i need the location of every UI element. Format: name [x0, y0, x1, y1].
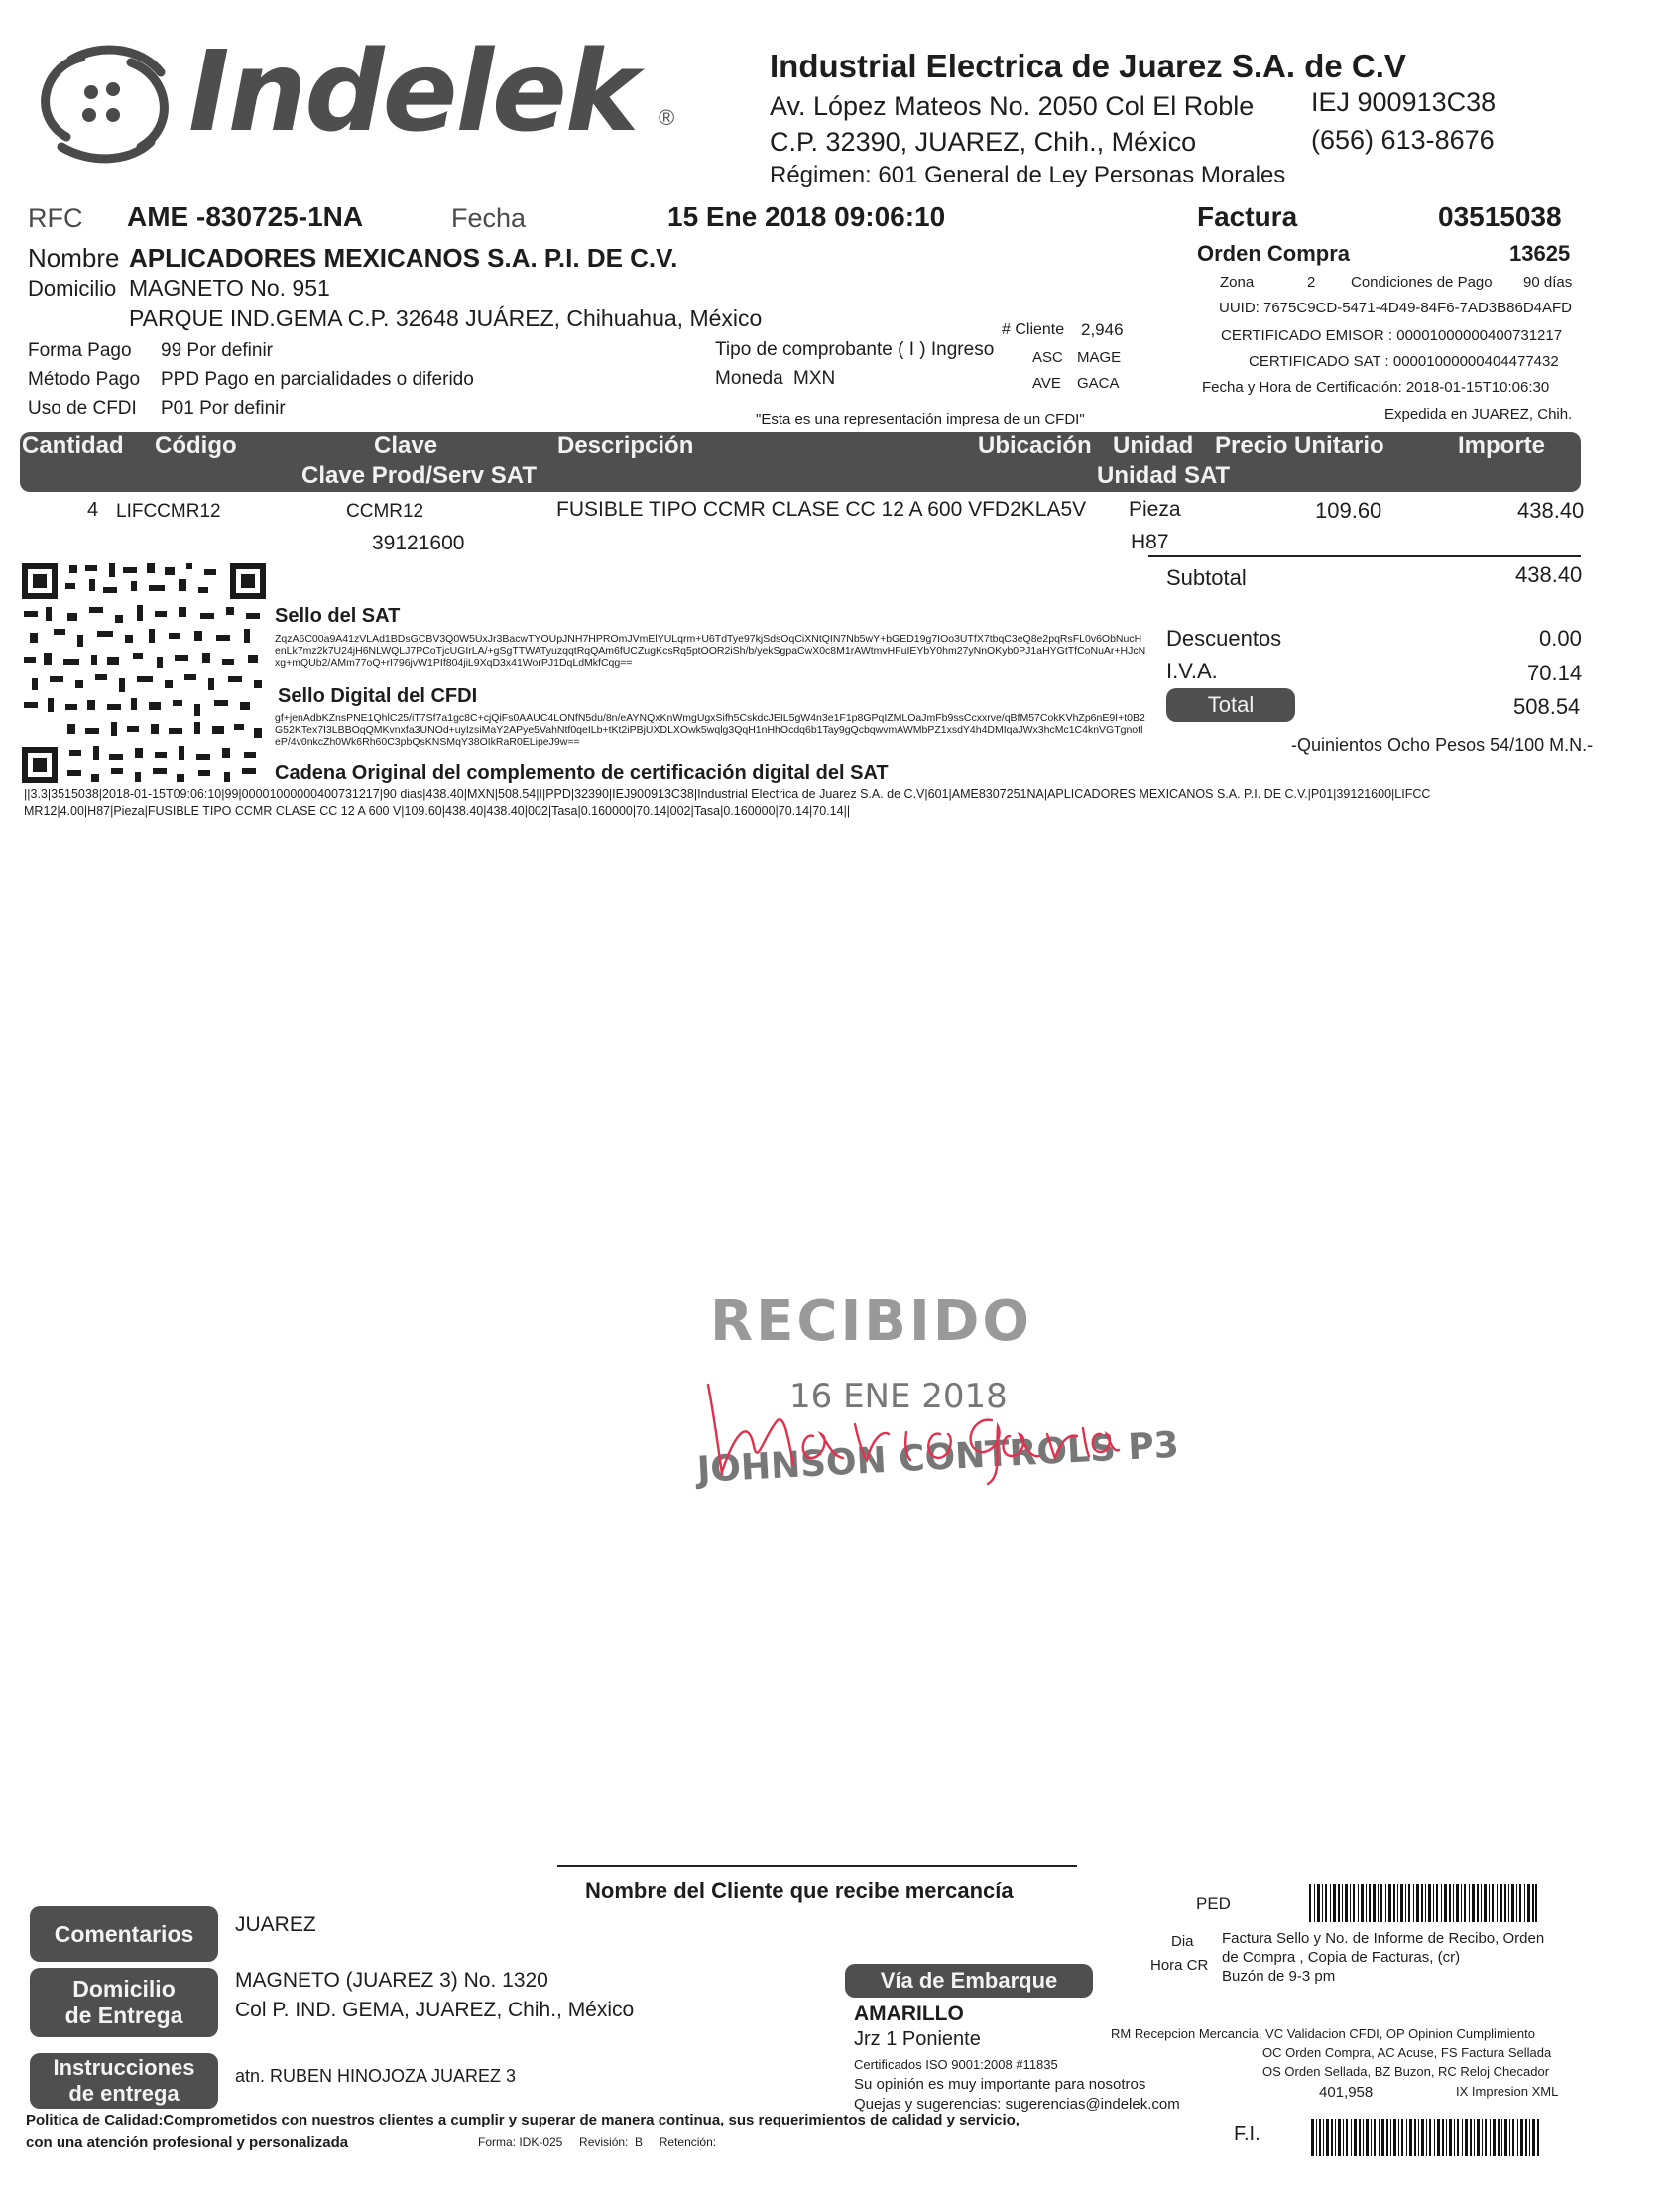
col-codigo: Código: [155, 432, 237, 459]
row-unidad-sat: H87: [1131, 531, 1169, 553]
descuentos-label: Descuentos: [1166, 626, 1282, 651]
expedida-en: Expedida en JUAREZ, Chih.: [1384, 406, 1573, 423]
metodo-pago-label: Método Pago: [28, 369, 141, 390]
moneda-label: Moneda: [715, 368, 783, 389]
condiciones-label: Condiciones de Pago: [1351, 274, 1493, 291]
col-importe: Importe: [1458, 432, 1546, 459]
col-clave-sat: Clave Prod/Serv SAT: [301, 462, 537, 489]
domicilio-entrega-label: [30, 1968, 218, 2037]
stamp-recibido: RECIBIDO: [710, 1289, 1032, 1354]
sello-cfdi: gf+jenAdbKZnsPNE1QhlC25/iT7Sf7a1gc8C+cjQiFs0AAUC4LONfN5du/8n/eAYNQxKnWmgUgxSifh5CskdcJEIL5gW4n3e1F1p8GPqIZMLOaJmFb9ssCcxxrve/qBfM57CokKVhZp6nE9I+t0B2G52KTex7I3LBBOqQMKvnxfa3UNOd+uyIzsiMaY2APye5VahNtf0qeILb+tKt2iPBjUXDLXOwk5wqlg3QqH1nHhOcdq6b1Tay9gQcbqwvmAWMbPZ1xsdY4h4DMIqaJWx3hcMc1C4knVGTgnotleP/4v0nkcZh0Wk6Rh60C3pbQsKNSMqY38OIkRaR0ELipeJ9w==: [275, 712, 1145, 748]
customer-rfc: AME -830725-1NA: [127, 201, 364, 232]
iva: 70.14: [1527, 661, 1583, 685]
uso-cfdi-label: Uso de CFDI: [28, 398, 137, 419]
cadena-label: Cadena Original del complemento de certificación digital del SAT: [275, 762, 889, 784]
cadena-original: ||3.3|3515038|2018-01-15T09:06:10|99|00001000000400731217|90 dias|438.40|MXN|508.54|I|PPD|32390|IEJ900913C38|Industrial Electrica de Juarez S.A. de C.V|601|AME8307251NA|APLICADORES MEXICANOS S.A. P.I. DE C.V.|P01|39121600|LIFCCMR12|4.00|H87|Pieza|FUSIBLE TIPO CCMR CLASE CC 12 A 600 V|109.60|438.40|438.40|002|Tasa|0.160000|70.14|002|Tasa|0.160000|70.14|70.14||: [24, 788, 1431, 818]
customer-name: APLICADORES MEXICANOS S.A. P.I. DE C.V.: [129, 243, 678, 273]
col-unidad-sat: Unidad SAT: [1097, 462, 1231, 489]
col-descripcion: Descripción: [557, 432, 694, 459]
instrucciones-entrega-label: [30, 2053, 218, 2109]
subtotal-label: Subtotal: [1166, 565, 1247, 590]
domicilio-entrega-label-line2: de Entrega: [64, 2003, 183, 2028]
qr-code-icon: [20, 561, 268, 785]
comentarios-label: Comentarios: [30, 1906, 218, 1962]
via-embarque-label: Vía de Embarque: [845, 1964, 1093, 1998]
col-clave: Clave: [374, 432, 438, 459]
fecha-label: Fecha: [451, 203, 527, 233]
certificado-sat: CERTIFICADO SAT : 00001000000404477432: [1249, 353, 1559, 370]
total-en-letra: -Quinientos Ocho Pesos 54/100 M.N.-: [1291, 735, 1594, 755]
col-ubicacion: Ubicación: [978, 432, 1092, 459]
condiciones: 90 días: [1523, 274, 1573, 291]
politica-line-2: con una atención profesional y personalizada: [26, 2134, 349, 2151]
recepcion-nota-1: Factura Sello y No. de Informe de Recibo, Orden: [1222, 1930, 1545, 1947]
fi-label: F.I.: [1234, 2124, 1260, 2145]
totals-divider: [1148, 555, 1581, 557]
company-address-2: C.P. 32390, JUAREZ, Chih., México: [770, 127, 1197, 157]
invoice-number: 03515038: [1438, 201, 1562, 232]
domicilio-entrega-label-line1: Domicilio: [72, 1976, 176, 2002]
signature-image: [694, 1377, 1121, 1486]
row-clave: CCMR12: [346, 501, 424, 522]
signature-line: [557, 1865, 1077, 1867]
politica-line-1: Comprometidos con nuestros clientes a cumplir y superar de manera continua, sus requerimientos de calidad y servicio,: [163, 2112, 1020, 2128]
forma-revision: Forma: IDK-025 Revisión: B Retención:: [478, 2135, 717, 2149]
cliente-number: 2,946: [1081, 320, 1124, 339]
logo-swirl-icon: [22, 38, 190, 167]
row-clave-sat: 39121600: [372, 532, 465, 554]
factura-label: Factura: [1197, 201, 1298, 232]
col-unidad: Unidad: [1113, 432, 1194, 459]
company-address-1: Av. López Mateos No. 2050 Col El Roble: [770, 91, 1255, 121]
row-codigo: LIFCCMR12: [116, 501, 221, 522]
opinion-note: Su opinión es muy importante para nosotros: [854, 2076, 1146, 2093]
instrucciones-label-line1: Instrucciones: [53, 2055, 195, 2080]
quejas-sugerencias: Quejas y sugerencias: sugerencias@indelek.com: [854, 2096, 1180, 2113]
company-name: Industrial Electrica de Juarez S.A. de C.V: [770, 48, 1406, 84]
fecha-certificacion: Fecha y Hora de Certificación: 2018-01-15T10:06:30: [1202, 379, 1550, 396]
legend-line-3: OS Orden Sellada, BZ Buzon, RC Reloj Checador: [1262, 2064, 1550, 2079]
domicilio-entrega-1: MAGNETO (JUAREZ 3) No. 1320: [235, 1969, 548, 1992]
dia-label: Dia: [1171, 1933, 1194, 1950]
sello-sat: ZqzA6C00a9A41zVLAd1BDsGCBV3Q0W5UxJr3BacwTYOUpJNH7HPROmJVmElYULqrm+U6TdTye97kjSdsOqCiXNtQIN7Nb5wY+bGED19g7IOo3UTfX7tbqC3eQ8e2pqRsFL0v6ObNucHenLk7mz2k7U24jH6NLWQLJ7PCoTjcUGIrLA/+gSgTTWATyuzqqtRqQAm6fUCZugKcsRq5ptOOR2iSh/b/yekSgpaCwX0c8M1rAWtmvHFuIEYbY0hm27yNnOKyb0PJ1aHYGtTfCoNuAr+HJcNxg+mQUb2/AMm77oQ+rI796jvW1PIf804jiL9XqD3x41WorPJ1DqLdMkfCqg==: [275, 633, 1146, 668]
politica-calidad: [26, 2112, 1020, 2128]
logo-registered-mark: ®: [659, 105, 675, 130]
nombre-label: Nombre: [28, 243, 120, 273]
uso-cfdi: P01 Por definir: [161, 398, 286, 419]
domicilio-entrega-2: Col P. IND. GEMA, JUAREZ, Chih., México: [235, 1999, 635, 2021]
iso-certificados: Certificados ISO 9001:2008 #11835: [854, 2057, 1058, 2072]
hora-label: Hora CR: [1150, 1957, 1209, 1974]
subtotal: 438.40: [1515, 562, 1583, 587]
company-rfc: IEJ 900913C38: [1311, 87, 1497, 117]
stamp-date: 16 ENE 2018: [789, 1377, 1008, 1416]
sello-sat-label: Sello del SAT: [275, 605, 401, 627]
recepcion-nota-2: de Compra , Copia de Facturas, (cr): [1222, 1949, 1461, 1966]
legend-line-2: OC Orden Compra, AC Acuse, FS Factura Sellada: [1262, 2045, 1552, 2060]
comentarios: JUAREZ: [235, 1913, 316, 1936]
ave-label: AVE: [1032, 375, 1061, 392]
total: 508.54: [1513, 694, 1581, 719]
rfc-label: RFC: [28, 203, 83, 233]
via-embarque: AMARILLO: [854, 2003, 964, 2025]
customer-address-1: MAGNETO No. 951: [129, 275, 330, 301]
customer-address-2: PARQUE IND.GEMA C.P. 32648 JUÁREZ, Chihuahua, México: [129, 305, 763, 331]
stamp-company: JOHNSON CONTROLS P3: [696, 1424, 1180, 1491]
sello-cfdi-label: Sello Digital del CFDI: [278, 685, 478, 707]
ped-label: PED: [1196, 1894, 1231, 1913]
cliente-recibe-label: Nombre del Cliente que recibe mercancía: [585, 1879, 1014, 1903]
tipo-comprobante: Tipo de comprobante ( I ) Ingreso: [715, 339, 995, 360]
asc-label: ASC: [1032, 349, 1063, 366]
row-importe: 438.40: [1517, 498, 1585, 523]
barcode-bottom-icon: [1311, 2119, 1539, 2156]
forma-pago: 99 Por definir: [161, 340, 274, 361]
legend-line-4: IX Impresion XML: [1456, 2084, 1559, 2099]
uuid: UUID: 7675C9CD-5471-4D49-84F6-7AD3B86D4AFD: [1219, 300, 1572, 316]
zona-label: Zona: [1220, 274, 1255, 291]
company-phone: (656) 613-8676: [1311, 125, 1495, 155]
cfdi-representation-note: "Esta es una representación impresa de un CFDI": [756, 411, 1085, 427]
instrucciones-entrega: atn. RUBEN HINOJOZA JUAREZ 3: [235, 2066, 517, 2086]
total-label: Total: [1166, 688, 1295, 722]
row-precio: 109.60: [1315, 498, 1382, 523]
instrucciones-label-line2: de entrega: [68, 2081, 180, 2106]
logo-wordmark: Indelek: [188, 28, 638, 157]
items-table-header: [20, 432, 1581, 492]
invoice-date: 15 Ene 2018 09:06:10: [667, 201, 946, 232]
recepcion-nota-3: Buzón de 9-3 pm: [1222, 1968, 1336, 1985]
politica-label: Politica de Calidad:: [26, 2112, 164, 2128]
metodo-pago: PPD Pago en parcialidades o diferido: [161, 369, 474, 390]
ave-value: GACA: [1077, 375, 1120, 392]
domicilio-label: Domicilio: [28, 276, 117, 301]
via-direccion: Jrz 1 Poniente: [854, 2028, 981, 2050]
row-cantidad: 4: [87, 499, 99, 521]
row-unidad: Pieza: [1129, 498, 1181, 521]
forma-pago-label: Forma Pago: [28, 340, 132, 361]
moneda: MXN: [793, 368, 836, 389]
company-regimen: Régimen: 601 General de Ley Personas Morales: [770, 162, 1286, 188]
row-descripcion: FUSIBLE TIPO CCMR CLASE CC 12 A 600 VFD2KLA5V: [556, 498, 1087, 521]
asc-value: MAGE: [1077, 349, 1122, 366]
barcode-top-icon: [1309, 1884, 1537, 1922]
cliente-label: # Cliente: [1002, 321, 1065, 338]
orden-compra-label: Orden Compra: [1197, 241, 1351, 266]
col-cantidad: Cantidad: [22, 432, 124, 459]
descuentos: 0.00: [1539, 626, 1582, 651]
col-precio-unitario: Precio Unitario: [1215, 432, 1384, 459]
legend-number: 401,958: [1319, 2084, 1374, 2101]
orden-compra: 13625: [1509, 241, 1571, 266]
certificado-emisor: CERTIFICADO EMISOR : 00001000000400731217: [1221, 327, 1563, 344]
legend-line-1: RM Recepcion Mercancia, VC Validacion CFDI, OP Opinion Cumplimiento: [1111, 2026, 1535, 2041]
zona: 2: [1307, 274, 1316, 291]
iva-label: I.V.A.: [1166, 659, 1218, 683]
